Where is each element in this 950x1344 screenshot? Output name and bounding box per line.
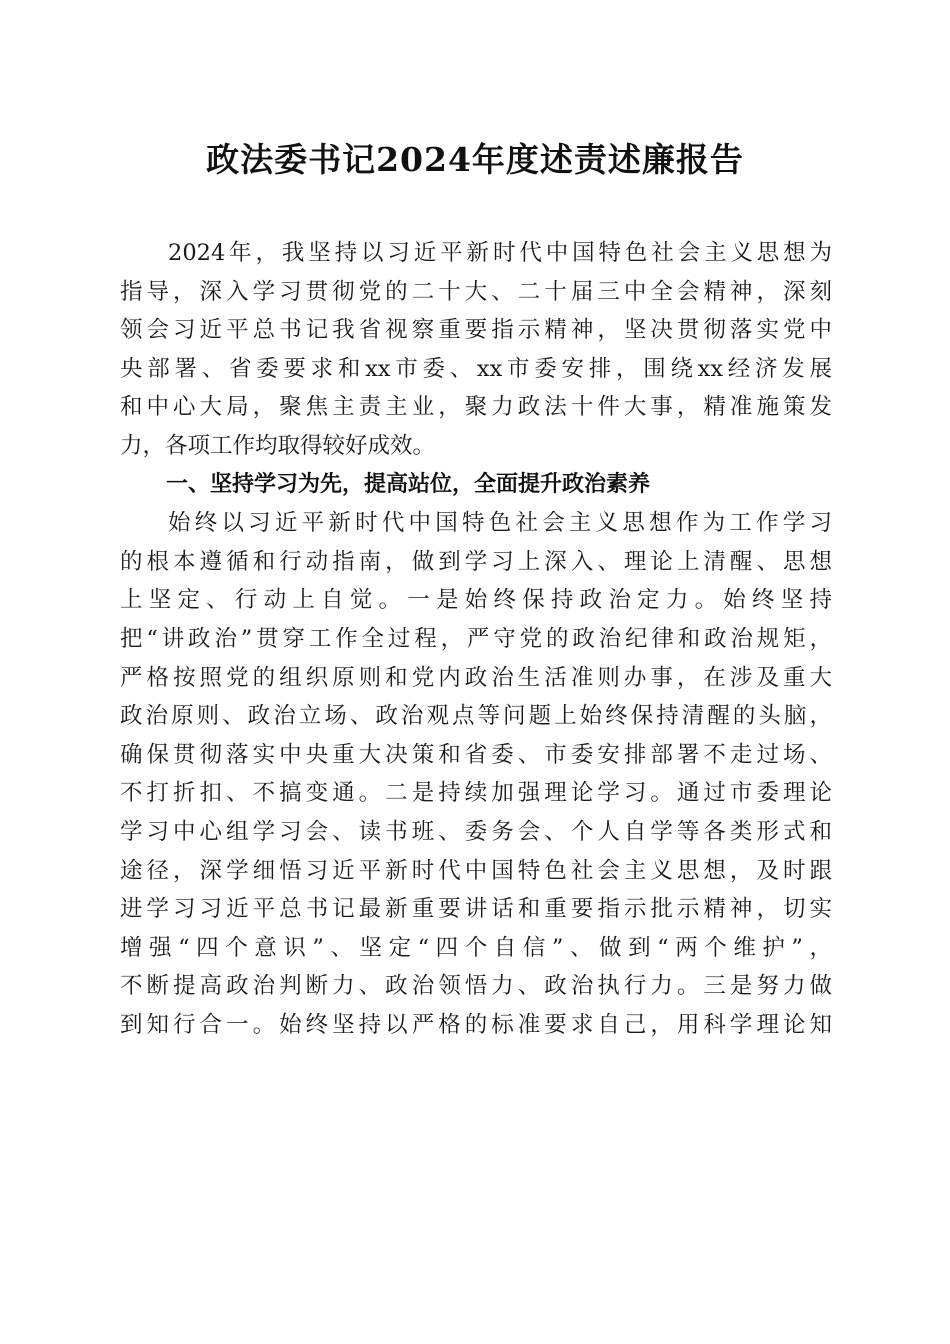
- paragraph-line: 力，各项工作均取得较好成效。: [120, 432, 436, 459]
- paragraph-line: 政治原则、政治立场、政治观点等问题上始终保持清醒的头脑，: [120, 703, 832, 730]
- paragraph-line: 领会习近平总书记我省视察重要指示精神，坚决贯彻落实党中: [120, 317, 832, 344]
- paragraph-line: 进学习习近平总书记最新重要讲话和重要指示批示精神，切实: [120, 896, 832, 923]
- paragraph-line: 上坚定、行动上自觉。一是始终保持政治定力。始终坚持: [120, 587, 832, 614]
- paragraph-line: 学习中心组学习会、读书班、委务会、个人自学等各类形式和: [120, 818, 832, 845]
- section-heading: 一、坚持学习为先，提高站位，全面提升政治素养: [166, 471, 651, 497]
- document-body: [120, 234, 832, 1044]
- paragraph-line: 2024年，我坚持以习近平新时代中国特色社会主义思想为: [168, 240, 832, 266]
- paragraph-line: 途径，深学细悟习近平新时代中国特色社会主义思想，及时跟: [120, 857, 832, 884]
- paragraph-line: 确保贯彻落实中央重大决策和省委、市委安排部署不走过场、: [120, 741, 832, 768]
- paragraph-line: 和中心大局，聚焦主责主业，聚力政法十件大事，精准施策发: [120, 394, 832, 421]
- paragraph-line: 指导，深入学习贯彻党的二十大、二十届三中全会精神，深刻: [120, 278, 832, 305]
- paragraph-line: 严格按照党的组织原则和党内政治生活准则办事，在涉及重大: [120, 664, 832, 691]
- paragraph-line: 到知行合一。始终坚持以严格的标准要求自己，用科学理论知: [120, 1011, 832, 1038]
- paragraph-line: 的根本遵循和行动指南，做到学习上深入、理论上清醒、思想: [120, 548, 832, 575]
- paragraph-line: 增强“四个意识”、坚定“四个自信”、做到“两个维护”，: [120, 934, 832, 961]
- paragraph-line: 始终以习近平新时代中国特色社会主义思想作为工作学习: [168, 510, 832, 537]
- paragraph-line: 把“讲政治”贯穿工作全过程，严守党的政治纪律和政治规矩，: [120, 625, 832, 652]
- paragraph-line: 不断提高政治判断力、政治领悟力、政治执行力。三是努力做: [120, 973, 832, 1000]
- paragraph-line: 央部署、省委要求和xx市委、xx市委安排，围绕xx经济发展: [120, 355, 832, 382]
- paragraph-line: 不打折扣、不搞变通。二是持续加强理论学习。通过市委理论: [120, 780, 832, 807]
- document-title: 政法委书记2024年度述责述廉报告: [206, 140, 744, 179]
